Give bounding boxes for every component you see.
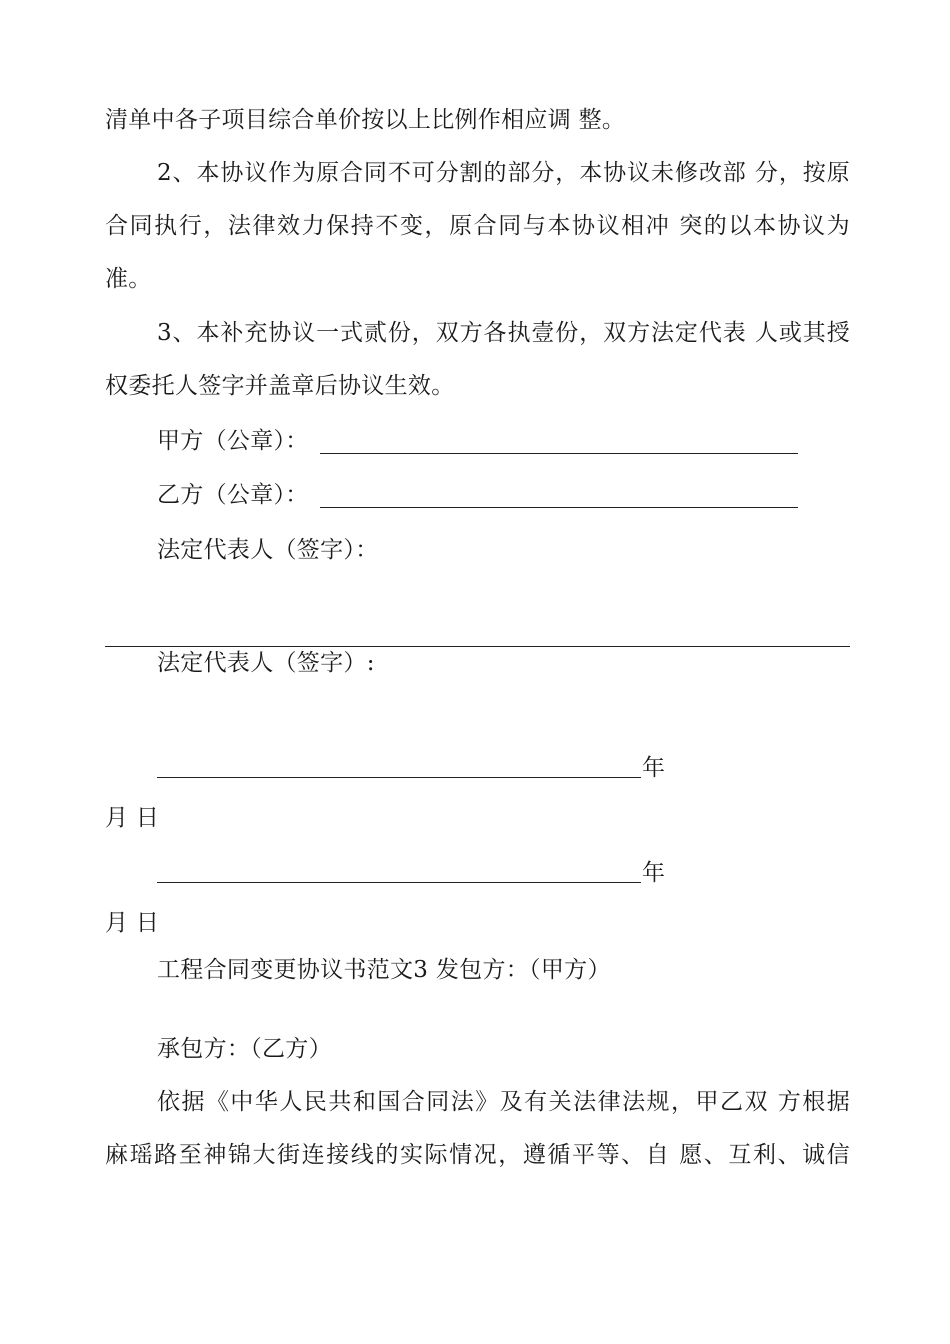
full-width-signature-line [105, 646, 850, 647]
month-day-label-1: 月 日 [105, 805, 160, 831]
year-label-2: 年 [642, 860, 666, 886]
party-a-seal-label: 甲方（公章）： [157, 428, 309, 454]
clause-2-line-2: 合同执行，法律效力保持不变，原合同与本协议相冲 突的以本协议为 [105, 213, 850, 239]
date-line-1 [157, 777, 641, 778]
section-title: 工程合同变更协议书范文3 发包方：（甲方） [157, 957, 611, 983]
basis-paragraph-line-1: 依据《中华人民共和国合同法》及有关法律法规，甲乙双 方根据 [157, 1089, 850, 1115]
party-b-seal-label: 乙方（公章）： [157, 482, 309, 508]
month-day-label-2: 月 日 [105, 910, 160, 936]
basis-paragraph-line-2: 麻瑶路至神锦大街连接线的实际情况，遵循平等、自 愿、互利、诚信 [105, 1142, 850, 1168]
clause-3-line-1: 3、本补充协议一式贰份，双方各执壹份，双方法定代表 人或其授 [157, 320, 850, 346]
party-a-signature-line [320, 453, 798, 454]
legal-rep-signature-label-2: 法定代表人（签字）: [157, 650, 375, 676]
year-label-1: 年 [642, 755, 666, 781]
clause-2-line-1: 2、本协议作为原合同不可分割的部分，本协议未修改部 分，按原 [157, 160, 850, 186]
legal-rep-signature-label-1: 法定代表人（签字）： [157, 537, 379, 563]
paragraph-line: 清单中各子项目综合单价按以上比例作相应调 整。 [105, 107, 626, 133]
clause-3-line-2: 权委托人签字并盖章后协议生效。 [105, 373, 455, 399]
party-b-signature-line [320, 507, 798, 508]
date-line-2 [157, 882, 641, 883]
contractor-label: 承包方：（乙方） [157, 1036, 332, 1062]
clause-2-line-3: 准。 [105, 266, 152, 292]
